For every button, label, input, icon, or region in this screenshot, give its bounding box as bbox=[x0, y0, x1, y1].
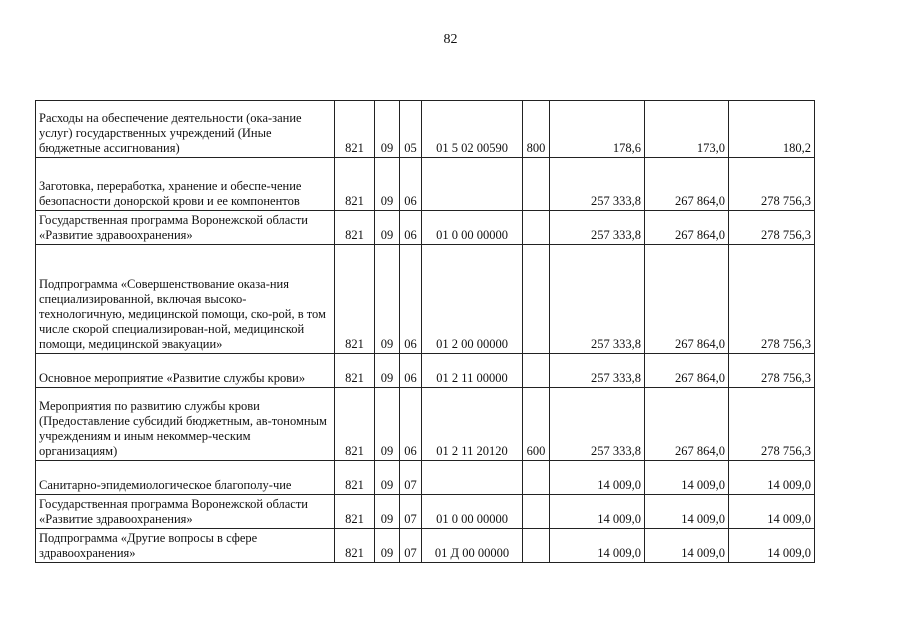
table-body bbox=[36, 101, 815, 563]
subsection-cell: 06 bbox=[400, 211, 422, 245]
row-name-cell: Расходы на обеспечение деятельности (ока-зание услуг) государственных учреждений (Иные бюджетные ассигнования) bbox=[36, 101, 335, 158]
amount-year1-cell: 257 333,8 bbox=[550, 354, 645, 388]
amount-year2-cell: 267 864,0 bbox=[645, 158, 729, 211]
section-cell: 09 bbox=[375, 158, 400, 211]
expense-type-cell: 600 bbox=[523, 388, 550, 461]
amount-year1-cell: 257 333,8 bbox=[550, 245, 645, 354]
expense-type-cell bbox=[523, 529, 550, 563]
amount-year1-cell: 14 009,0 bbox=[550, 529, 645, 563]
amount-year3-cell: 278 756,3 bbox=[729, 211, 815, 245]
amount-year2-cell: 267 864,0 bbox=[645, 354, 729, 388]
target-article-cell bbox=[422, 158, 523, 211]
target-article-cell: 01 0 00 00000 bbox=[422, 211, 523, 245]
subsection-cell: 07 bbox=[400, 461, 422, 495]
subsection-cell: 06 bbox=[400, 158, 422, 211]
table-row bbox=[36, 158, 815, 211]
subsection-cell: 07 bbox=[400, 495, 422, 529]
table-row bbox=[36, 495, 815, 529]
amount-year2-cell: 14 009,0 bbox=[645, 461, 729, 495]
section-cell: 09 bbox=[375, 495, 400, 529]
grbs-cell: 821 bbox=[335, 158, 375, 211]
grbs-cell: 821 bbox=[335, 388, 375, 461]
row-name-cell: Мероприятия по развитию службы крови (Предоставление субсидий бюджетным, ав-тономным учреждениям и иным некоммер-ческим организациям) bbox=[36, 388, 335, 461]
amount-year3-cell: 278 756,3 bbox=[729, 158, 815, 211]
section-cell: 09 bbox=[375, 461, 400, 495]
row-name-cell: Подпрограмма «Совершенствование оказа-ния специализированной, включая высоко-технологичную, медицинской помощи, ско-рой, в том числе скорой специализирован-ной, медицинской помощи, медицинской эвакуации» bbox=[36, 245, 335, 354]
amount-year3-cell: 14 009,0 bbox=[729, 461, 815, 495]
amount-year1-cell: 178,6 bbox=[550, 101, 645, 158]
subsection-cell: 06 bbox=[400, 245, 422, 354]
amount-year2-cell: 14 009,0 bbox=[645, 495, 729, 529]
expense-type-cell bbox=[523, 158, 550, 211]
section-cell: 09 bbox=[375, 529, 400, 563]
subsection-cell: 06 bbox=[400, 354, 422, 388]
expense-type-cell bbox=[523, 354, 550, 388]
amount-year3-cell: 14 009,0 bbox=[729, 529, 815, 563]
subsection-cell: 05 bbox=[400, 101, 422, 158]
amount-year1-cell: 257 333,8 bbox=[550, 388, 645, 461]
section-cell: 09 bbox=[375, 211, 400, 245]
target-article-cell: 01 0 00 00000 bbox=[422, 495, 523, 529]
row-name-cell: Санитарно-эпидемиологическое благополу-чие bbox=[36, 461, 335, 495]
table-row bbox=[36, 101, 815, 158]
subsection-cell: 07 bbox=[400, 529, 422, 563]
section-cell: 09 bbox=[375, 245, 400, 354]
amount-year1-cell: 14 009,0 bbox=[550, 461, 645, 495]
grbs-cell: 821 bbox=[335, 461, 375, 495]
table-row bbox=[36, 354, 815, 388]
row-name-cell: Государственная программа Воронежской области «Развитие здравоохранения» bbox=[36, 211, 335, 245]
grbs-cell: 821 bbox=[335, 354, 375, 388]
target-article-cell bbox=[422, 461, 523, 495]
amount-year3-cell: 278 756,3 bbox=[729, 354, 815, 388]
expense-type-cell bbox=[523, 461, 550, 495]
budget-table bbox=[35, 100, 815, 563]
target-article-cell: 01 5 02 00590 bbox=[422, 101, 523, 158]
amount-year2-cell: 173,0 bbox=[645, 101, 729, 158]
amount-year2-cell: 267 864,0 bbox=[645, 211, 729, 245]
row-name-cell: Заготовка, переработка, хранение и обеспе-чение безопасности донорской крови и ее компонентов bbox=[36, 158, 335, 211]
expense-type-cell: 800 bbox=[523, 101, 550, 158]
amount-year3-cell: 180,2 bbox=[729, 101, 815, 158]
table-row bbox=[36, 461, 815, 495]
target-article-cell: 01 2 11 00000 bbox=[422, 354, 523, 388]
amount-year3-cell: 14 009,0 bbox=[729, 495, 815, 529]
expense-type-cell bbox=[523, 211, 550, 245]
row-name-cell: Основное мероприятие «Развитие службы крови» bbox=[36, 354, 335, 388]
amount-year3-cell: 278 756,3 bbox=[729, 388, 815, 461]
target-article-cell: 01 Д 00 00000 bbox=[422, 529, 523, 563]
amount-year2-cell: 267 864,0 bbox=[645, 245, 729, 354]
table-row bbox=[36, 211, 815, 245]
subsection-cell: 06 bbox=[400, 388, 422, 461]
grbs-cell: 821 bbox=[335, 101, 375, 158]
expense-type-cell bbox=[523, 245, 550, 354]
amount-year1-cell: 257 333,8 bbox=[550, 211, 645, 245]
page-number: 82 bbox=[443, 32, 458, 47]
grbs-cell: 821 bbox=[335, 245, 375, 354]
table-row bbox=[36, 245, 815, 354]
section-cell: 09 bbox=[375, 354, 400, 388]
grbs-cell: 821 bbox=[335, 211, 375, 245]
table-row bbox=[36, 388, 815, 461]
section-cell: 09 bbox=[375, 388, 400, 461]
target-article-cell: 01 2 11 20120 bbox=[422, 388, 523, 461]
amount-year2-cell: 14 009,0 bbox=[645, 529, 729, 563]
target-article-cell: 01 2 00 00000 bbox=[422, 245, 523, 354]
grbs-cell: 821 bbox=[335, 495, 375, 529]
row-name-cell: Подпрограмма «Другие вопросы в сфере здравоохранения» bbox=[36, 529, 335, 563]
amount-year1-cell: 257 333,8 bbox=[550, 158, 645, 211]
amount-year2-cell: 267 864,0 bbox=[645, 388, 729, 461]
section-cell: 09 bbox=[375, 101, 400, 158]
amount-year1-cell: 14 009,0 bbox=[550, 495, 645, 529]
grbs-cell: 821 bbox=[335, 529, 375, 563]
expense-type-cell bbox=[523, 495, 550, 529]
row-name-cell: Государственная программа Воронежской области «Развитие здравоохранения» bbox=[36, 495, 335, 529]
table-row bbox=[36, 529, 815, 563]
amount-year3-cell: 278 756,3 bbox=[729, 245, 815, 354]
